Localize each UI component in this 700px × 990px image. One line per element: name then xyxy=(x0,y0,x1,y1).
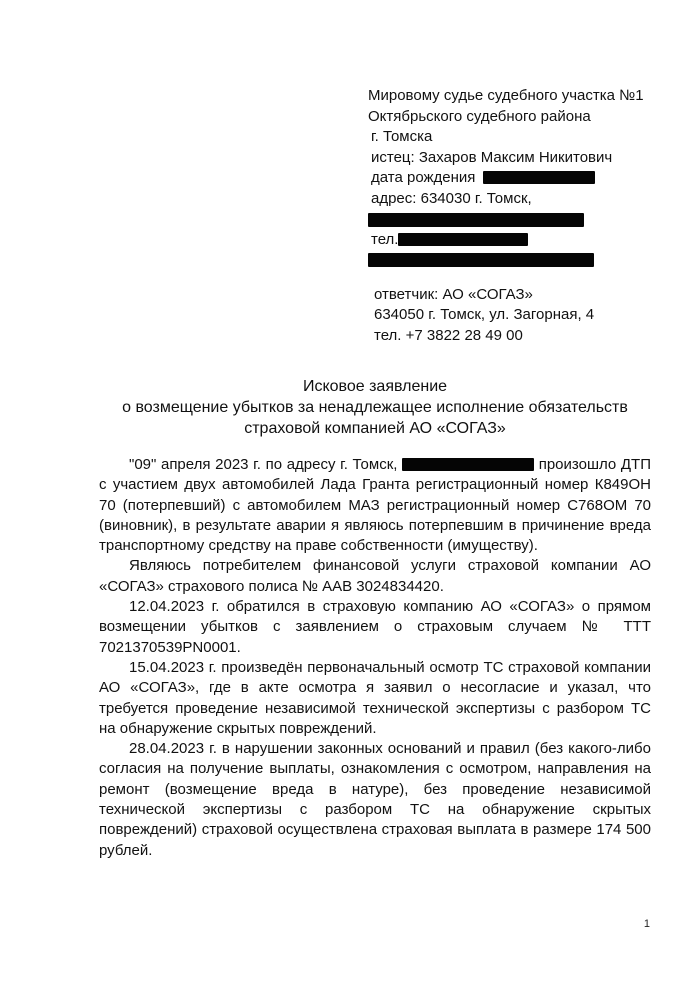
birth-date-label: дата рождения xyxy=(371,169,476,186)
paragraph-5: 28.04.2023 г. в нарушении законных оснований и правил (без какого-либо согласия на получение выплаты, ознакомления с осмотром, направления на ремонт (возмещение вреда в натуре), без проведение независимой технической экспертизы с разбором ТС на обнаружение скрытых повреждений) страховой осуществлена страховая выплата в размере 174 500 рублей. xyxy=(99,740,651,859)
addressee-line-1: Мировому судье судебного участка №1 xyxy=(368,87,644,104)
redaction-bar xyxy=(368,213,584,227)
phone-label: тел. xyxy=(371,230,399,248)
addressee-line-2: Октябрьского судебного района xyxy=(368,107,591,125)
paragraph-1-start: "09" апреля 2023 г. по адресу г. Томск, xyxy=(129,456,398,473)
paragraph-1-end: произошло ДТП с участием двух автомобилей Лада Гранта регистрационный номер К849ОН 70 (потерпевший) с автомобилем МАЗ регистрационный номер С768ОМ 70 (виновник), в результате аварии я являюсь потерпевшим в причинение вреда транспортному средству на праве собственности (имуществу). xyxy=(99,456,651,555)
paragraph-1 xyxy=(99,455,651,556)
addressee-block xyxy=(368,86,668,346)
redacted-email-row xyxy=(368,250,668,271)
defendant-address: 634050 г. Томск, ул. Загорная, 4 xyxy=(374,306,595,323)
redaction-bar xyxy=(483,171,595,184)
plaintiff-phone-line xyxy=(368,230,668,251)
title-line-3: страховой компанией АО «СОГАЗ» xyxy=(244,420,506,437)
redacted-address-row xyxy=(368,209,668,230)
plaintiff-name: истец: Захаров Максим Никитович xyxy=(371,148,613,166)
title-line-2: о возмещение убытков за ненадлежащее исполнение обязательств xyxy=(122,399,628,416)
paragraph-4: 15.04.2023 г. произведён первоначальный осмотр ТС страховой компании АО «СОГАЗ», где в акте осмотра я заявил о несогласие и указал, что требуется проведение независимой технической экспертизы с разбором ТС на обнаружение скрытых повреждений. xyxy=(99,658,651,737)
defendant-phone: тел. +7 3822 28 49 00 xyxy=(374,326,523,344)
birth-date-line xyxy=(368,168,668,189)
title-line-1: Исковое заявление xyxy=(302,378,448,395)
document-title xyxy=(60,376,690,439)
page-number: 1 xyxy=(643,918,650,930)
claim-body xyxy=(99,455,651,861)
defendant-name: ответчик: АО «СОГАЗ» xyxy=(374,285,533,303)
paragraph-3: 12.04.2023 г. обратился в страховую компанию АО «СОГАЗ» о прямом возмещении убытков с заявлением о страховым случаем № ТТТ 7021370539PN0001. xyxy=(99,598,651,656)
plaintiff-address: адрес: 634030 г. Томск, xyxy=(371,189,532,207)
redaction-bar xyxy=(402,458,534,471)
redaction-bar xyxy=(398,233,528,246)
paragraph-2: Являюсь потребителем финансовой услуги страховой компании АО «СОГАЗ» страхового полиса № ААВ 3024834420. xyxy=(99,557,651,595)
addressee-line-3: г. Томска xyxy=(371,128,433,145)
redaction-bar xyxy=(368,253,594,267)
